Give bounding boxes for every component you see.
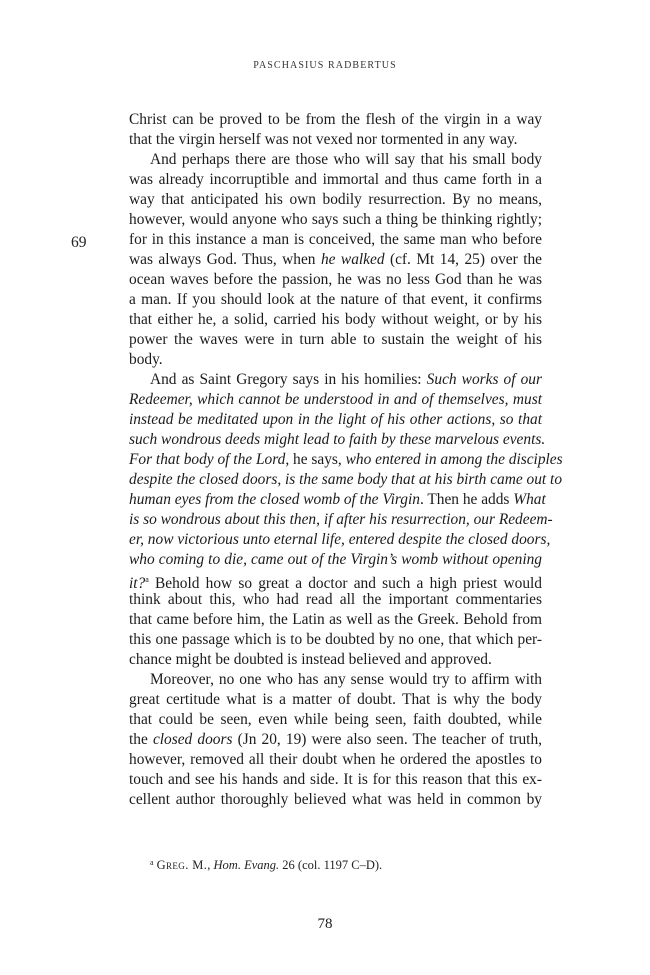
- italic-text: Such works of our: [426, 371, 542, 388]
- text-run: . Then he adds: [419, 491, 514, 508]
- text-line: [129, 230, 542, 250]
- text-run: Christ can be proved to be from the flesh of the virgin in a way: [129, 111, 542, 128]
- text-run: (Jn 20, 19) were also seen. The teacher of truth,: [232, 731, 542, 748]
- text-run: for in this instance a man is conceived, the same man who before: [129, 231, 542, 248]
- text-line: [129, 370, 542, 390]
- text-line: [129, 190, 542, 210]
- text-line: [129, 410, 542, 430]
- text-run: think about this, who had read all the important commentaries: [129, 591, 542, 608]
- text-run: this one passage which is to be doubted by no one, that which per-: [129, 631, 542, 648]
- text-run: great certitude what is a matter of doubt. That is why the body: [129, 691, 542, 708]
- text-line: [129, 550, 542, 570]
- text-run: that the virgin herself was not vexed nor tormented in any way.: [129, 131, 518, 148]
- text-line: [129, 170, 542, 190]
- text-line: [129, 690, 542, 710]
- text-line: [129, 150, 542, 170]
- text-run: Behold how so great a doctor and such a high priest would: [148, 575, 542, 592]
- text-line: [129, 490, 546, 510]
- text-line: [129, 390, 542, 410]
- text-line: [129, 790, 542, 810]
- text-line: [129, 530, 551, 550]
- text-run: however, would anyone who says such a thing be thinking rightly;: [129, 211, 542, 228]
- text-run: was already incorruptible and immortal and thus came forth in a: [129, 171, 542, 188]
- text-line: [129, 770, 542, 790]
- footnote-work: Hom. Evang.: [213, 858, 280, 872]
- text-run: way that anticipated his own bodily resurrection. By no means,: [129, 191, 542, 208]
- body-text: [129, 110, 563, 810]
- text-run: And as Saint Gregory says in his homilies:: [150, 371, 427, 388]
- italic-text: is so wondrous about this then, if after his resurrection, our Redeem-: [129, 511, 553, 528]
- text-run: that could be seen, even while being seen, faith doubted, while: [129, 711, 542, 728]
- footnote-reference: 26 (col. 1197 C–D).: [279, 858, 383, 872]
- text-line: [129, 510, 553, 530]
- italic-text: human eyes from the closed womb of the Virgin: [129, 491, 420, 508]
- footnote: $^a$ Greg. M., Hom. Evang. 26 (col. 1197 C–D).: [150, 858, 383, 872]
- text-run: ocean waves before the passion, he was no less God than he was: [129, 271, 542, 288]
- text-line: [129, 250, 542, 270]
- text-run: touch and see his hands and side. It is for this reason that this ex-: [129, 771, 542, 788]
- text-run: that came before him, the Latin as well as the Greek. Behold from: [129, 611, 542, 628]
- text-line: [129, 110, 542, 130]
- italic-text: he walked: [320, 251, 385, 268]
- text-line: [129, 310, 542, 330]
- running-head: PASCHASIUS RADBERTUS: [253, 60, 397, 71]
- text-line: [129, 270, 542, 290]
- footnote-author: Greg. M.: [156, 858, 208, 872]
- text-line: [129, 450, 563, 470]
- italic-text: such wondrous deeds might lead to faith by these marvelous events.: [129, 431, 546, 448]
- text-line: [129, 750, 542, 770]
- italic-text: What: [513, 491, 546, 508]
- text-line: [129, 290, 542, 310]
- text-run: power the waves were in turn able to sustain the weight of his: [129, 331, 542, 348]
- text-run: And perhaps there are those who will say that his small body: [150, 151, 542, 168]
- text-run: a man. If you should look at the nature of that event, it confirms: [129, 291, 542, 308]
- text-run: cellent author thoroughly believed what was held in common by: [129, 791, 542, 808]
- text-run: body.: [129, 351, 163, 368]
- footnote-marker: a: [150, 858, 154, 867]
- text-line: [129, 590, 542, 610]
- text-run: the: [129, 731, 153, 748]
- margin-line-number: 69: [71, 234, 87, 251]
- italic-text: who coming to die, came out of the Virgin’s womb without opening: [129, 551, 542, 568]
- text-run: Moreover, no one who has any sense would try to affirm with: [150, 671, 542, 688]
- text-run: that either he, a solid, carried his body without weight, or by his: [129, 311, 542, 328]
- italic-text: For that body of the Lord,: [129, 451, 290, 468]
- text-line: [129, 570, 542, 590]
- text-line: [129, 350, 542, 370]
- text-run: chance might be doubted is instead believed and approved.: [129, 651, 492, 668]
- text-line: [129, 430, 546, 450]
- text-run: was always God. Thus, when: [129, 251, 321, 268]
- italic-text: instead be meditated upon in the light of his other actions, so that: [129, 411, 542, 428]
- text-run: however, removed all their doubt when he ordered the apostles to: [129, 751, 542, 768]
- italic-text: closed doors: [152, 731, 233, 748]
- italic-text: despite the closed doors, is the same body that at his birth came out to: [129, 471, 563, 488]
- italic-text: who entered in among the disciples: [345, 451, 563, 468]
- text-run: he says,: [289, 451, 346, 468]
- text-line: [129, 610, 542, 630]
- text-line: [129, 130, 542, 150]
- footnote-reference-mark: a: [145, 575, 149, 584]
- italic-text: it?: [129, 575, 146, 592]
- text-line: [129, 330, 542, 350]
- text-line: [129, 670, 542, 690]
- text-run: (cf. Mt 14, 25) over the: [384, 251, 543, 268]
- text-line: [129, 710, 542, 730]
- text-line: [129, 650, 542, 670]
- italic-text: er, now victorious unto eternal life, entered despite the closed doors,: [129, 531, 551, 548]
- text-line: [129, 470, 563, 490]
- text-line: [129, 630, 542, 650]
- text-line: [129, 210, 542, 230]
- text-line: [129, 730, 542, 750]
- italic-text: Redeemer, which cannot be understood in and of themselves, must: [129, 391, 542, 408]
- page-number: 78: [317, 916, 333, 932]
